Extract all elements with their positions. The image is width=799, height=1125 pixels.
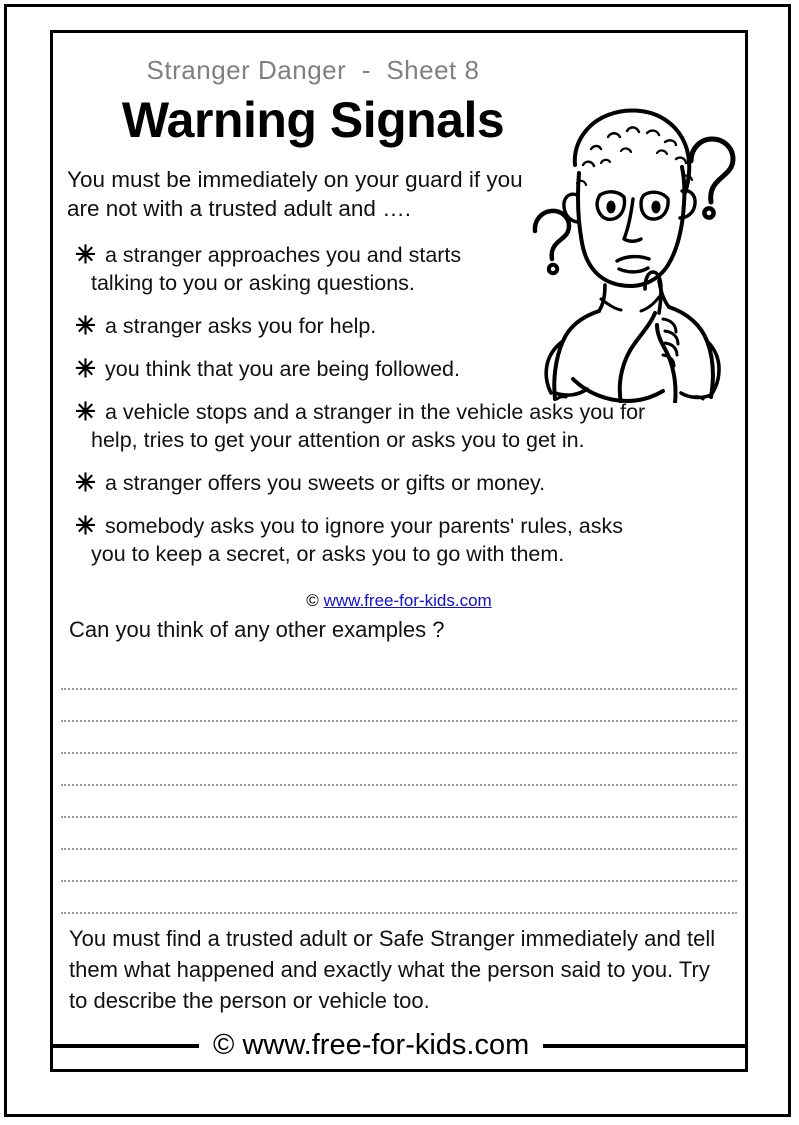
page-footer — [53, 1029, 745, 1062]
thinking-boy-illustration — [513, 103, 745, 403]
list-item — [75, 398, 735, 454]
writing-line[interactable] — [61, 816, 737, 818]
list-item-text — [91, 512, 735, 568]
asterisk-bullet-icon: ✳ — [75, 469, 96, 497]
writing-line[interactable] — [61, 784, 737, 786]
asterisk-bullet-icon: ✳ — [75, 312, 96, 340]
list-item — [75, 469, 735, 497]
sheet-subtitle: Stranger Danger - Sheet 8 — [146, 55, 480, 85]
intro-paragraph: You must be immediately on your guard if you are not with a trusted adult and …. — [67, 167, 523, 221]
footer-rule-right — [543, 1044, 745, 1048]
writing-line[interactable] — [61, 880, 737, 882]
list-item-line: talking to you or asking questions. — [91, 271, 415, 295]
worksheet-content — [53, 33, 745, 1069]
answer-writing-lines[interactable] — [61, 688, 737, 944]
writing-line[interactable] — [61, 752, 737, 754]
list-item-line: you think that you are being followed. — [105, 357, 460, 381]
list-item — [75, 512, 735, 568]
asterisk-bullet-icon: ✳ — [75, 512, 96, 540]
mid-page-credit — [53, 591, 745, 611]
list-item-text — [91, 398, 735, 454]
writing-line[interactable] — [61, 720, 737, 722]
list-item-line: a stranger offers you sweets or gifts or money. — [105, 471, 546, 495]
writing-line[interactable] — [61, 912, 737, 914]
question-mark-right-icon — [691, 139, 733, 218]
list-item-line: help, tries to get your attention or asks you to get in. — [91, 428, 585, 452]
list-item-line: a vehicle stops and a stranger in the vehicle asks you for — [105, 400, 646, 424]
copyright-icon: © — [306, 591, 319, 610]
question-mark-left-icon — [535, 211, 569, 273]
list-item-line: a stranger approaches you and starts — [105, 243, 462, 267]
footer-website: www.free-for-kids.com — [242, 1029, 530, 1061]
asterisk-bullet-icon: ✳ — [75, 241, 96, 269]
closing-paragraph: You must find a trusted adult or Safe Stranger immediately and tell them what happened and exactly what the person said to you. Try to describe the person or vehicle too. — [69, 926, 716, 1013]
page-title: Warning Signals — [121, 92, 505, 148]
asterisk-bullet-icon: ✳ — [75, 398, 96, 426]
footer-credit — [213, 1029, 529, 1062]
list-item-text — [105, 469, 735, 497]
asterisk-bullet-icon: ✳ — [75, 355, 96, 383]
list-item-line: somebody asks you to ignore your parents' rules, asks — [105, 514, 623, 538]
question-prompt: Can you think of any other examples ? — [69, 617, 445, 642]
footer-rule-left — [53, 1044, 199, 1048]
list-item-line: a stranger asks you for help. — [105, 314, 377, 338]
writing-line[interactable] — [61, 848, 737, 850]
copyright-icon: © — [213, 1029, 235, 1061]
list-item-line: you to keep a secret, or asks you to go with them. — [91, 542, 565, 566]
website-link[interactable]: www.free-for-kids.com — [323, 591, 492, 610]
writing-line[interactable] — [61, 688, 737, 690]
